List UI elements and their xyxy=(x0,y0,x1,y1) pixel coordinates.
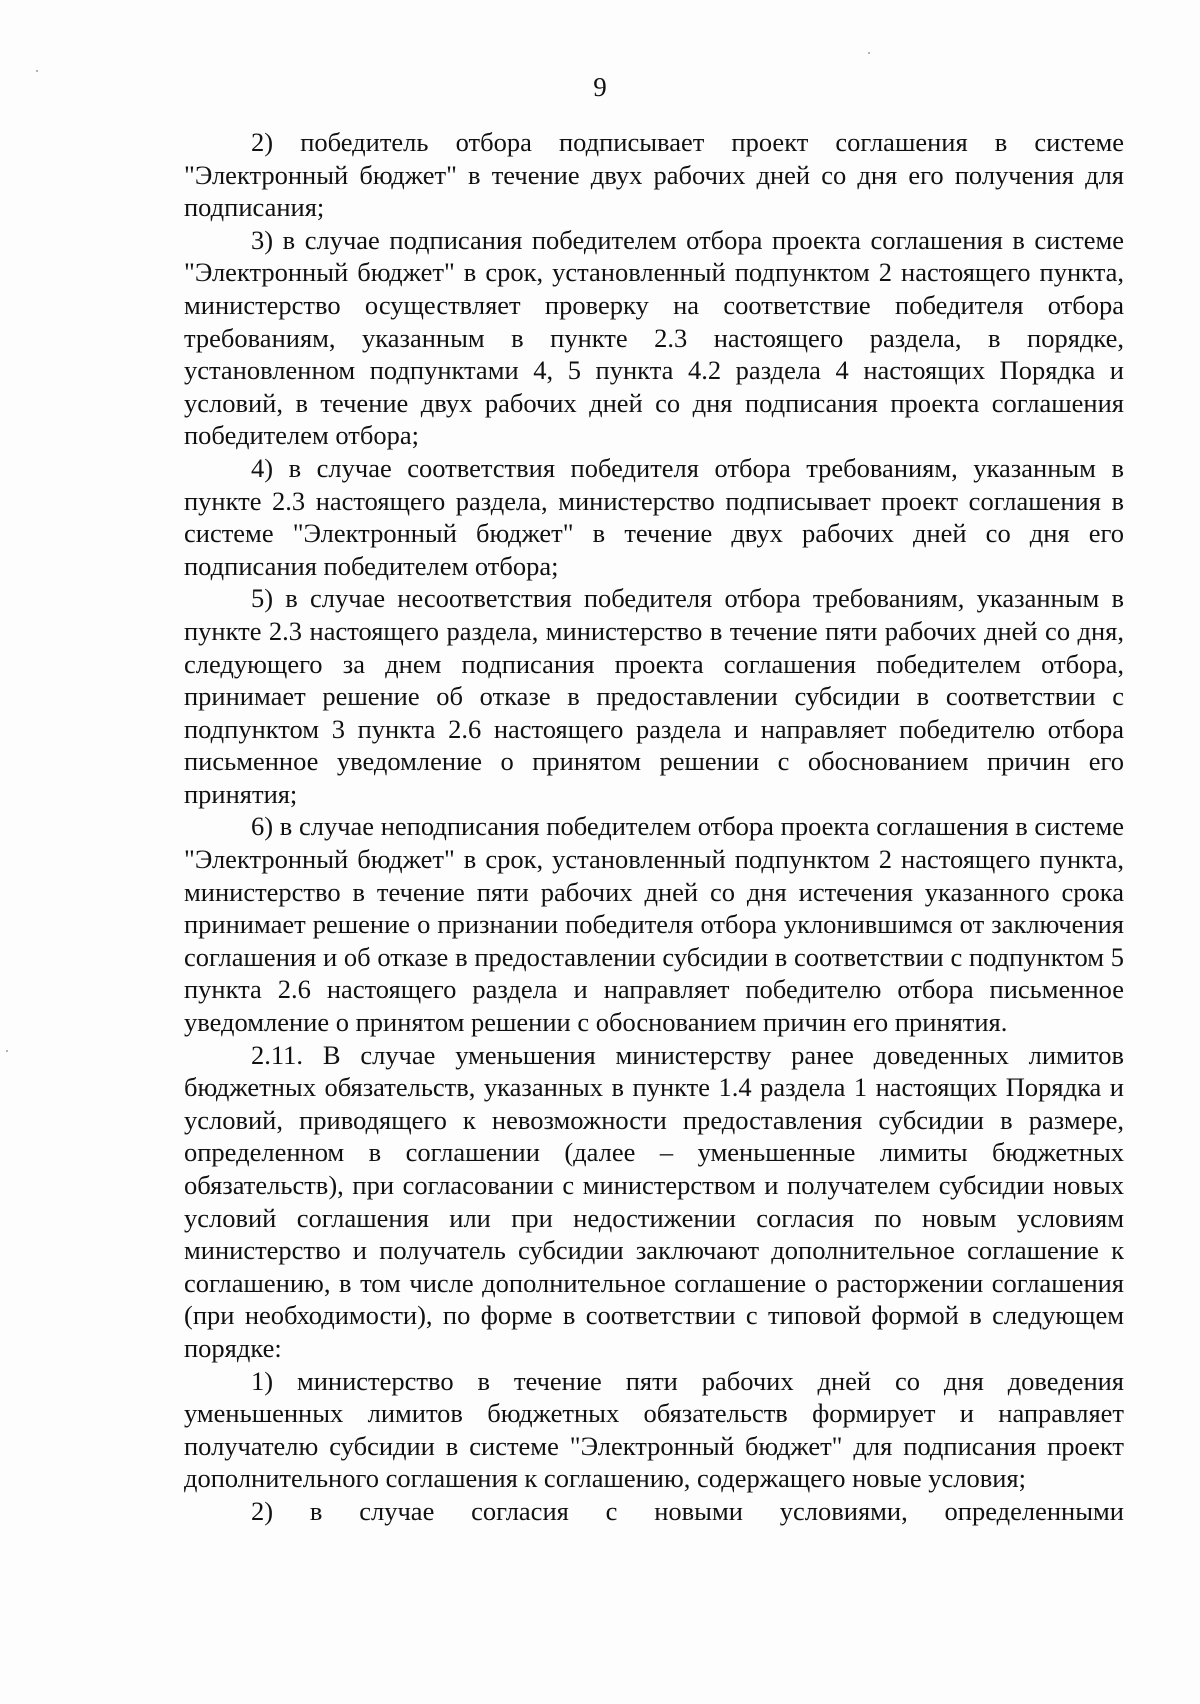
paragraph-2-winner-signs: 2) победитель отбора подписывает проект соглашения в системе "Электронный бюджет" в течение двух рабочих дней со дня его получения для подписания; xyxy=(184,127,1124,223)
scan-speck xyxy=(36,70,38,72)
scan-speck xyxy=(6,1050,8,1052)
paragraph-3-signing-check: 3) в случае подписания победителем отбора проекта соглашения в системе "Электронный бюджет" в срок, установленный подпунктом 2 настоящего пункта, министерство осуществляет проверку на соответствие победителя отбора требованиям, указанным в пункте 2.3 настоящего раздела, в порядке, установленном подпунктами 4, 5 пункта 4.2 раздела 4 настоящих Порядка и условий, в течение двух рабочих дней со дня подписания проекта соглашения победителем отбора; xyxy=(184,224,1124,451)
paragraph-1-ministry-forms: 1) министерство в течение пяти рабочих дней со дня доведения уменьшенных лимитов бюджетных обязательств формирует и направляет получателю субсидии в системе "Электронный бюджет" для подписания проект дополнительного соглашения к соглашению, содержащего новые условия; xyxy=(184,1365,1124,1494)
paragraph-4-compliance: 4) в случае соответствия победителя отбора требованиям, указанным в пункте 2.3 настоящего раздела, министерство подписывает проект соглашения в системе "Электронный бюджет" в течение двух рабочих дней со дня его подписания победителем отбора; xyxy=(184,452,1124,581)
page-number: 9 xyxy=(593,72,607,102)
paragraph-2-11-reduced-limits: 2.11. В случае уменьшения министерству ранее доведенных лимитов бюджетных обязательств, указанных в пункте 1.4 раздела 1 настоящих Порядка и условий, приводящего к невозможности предоставления субсидии в размере, определенном в соглашении (далее – уменьшенные лимиты бюджетных обязательств), при согласовании с министерством и получателем субсидии новых условий соглашения или при недостижении согласия по новым условиям министерство и получатель субсидии заключают дополнительное соглашение к соглашению, в том числе дополнительное соглашение о расторжении соглашения (при необходимости), по форме в соответствии с типовой формой в следующем порядке: xyxy=(184,1039,1124,1363)
paragraph-5-noncompliance: 5) в случае несоответствия победителя отбора требованиям, указанным в пункте 2.3 настоящего раздела, министерство в течение пяти рабочих дней со дня, следующего за днем подписания проекта соглашения победителем отбора, принимает решение об отказе в предоставлении субсидии в соответствии с подпунктом 3 пункта 2.6 настоящего раздела и направляет победителю отбора письменное уведомление о принятом решении с обоснованием причин его принятия; xyxy=(184,583,1124,809)
paragraph-6-not-signed: 6) в случае неподписания победителем отбора проекта соглашения в системе "Электронный бюджет" в срок, установленный подпунктом 2 настоящего пункта, министерство в течение пяти рабочих дней со дня истечения указанного срока принимает решение о признании победителя отбора уклонившимся от заключения соглашения и об отказе в предоставлении субсидии в соответствии с подпунктом 5 пункта 2.6 настоящего раздела и направляет победителю отбора письменное уведомление о принятом решении с обоснованием причин его принятия. xyxy=(184,811,1124,1038)
document-body xyxy=(184,126,1124,1528)
scan-speck xyxy=(868,52,870,54)
paragraph-2-agreement-consent: 2) в случае согласия с новыми условиями, определенными xyxy=(251,1495,1124,1526)
